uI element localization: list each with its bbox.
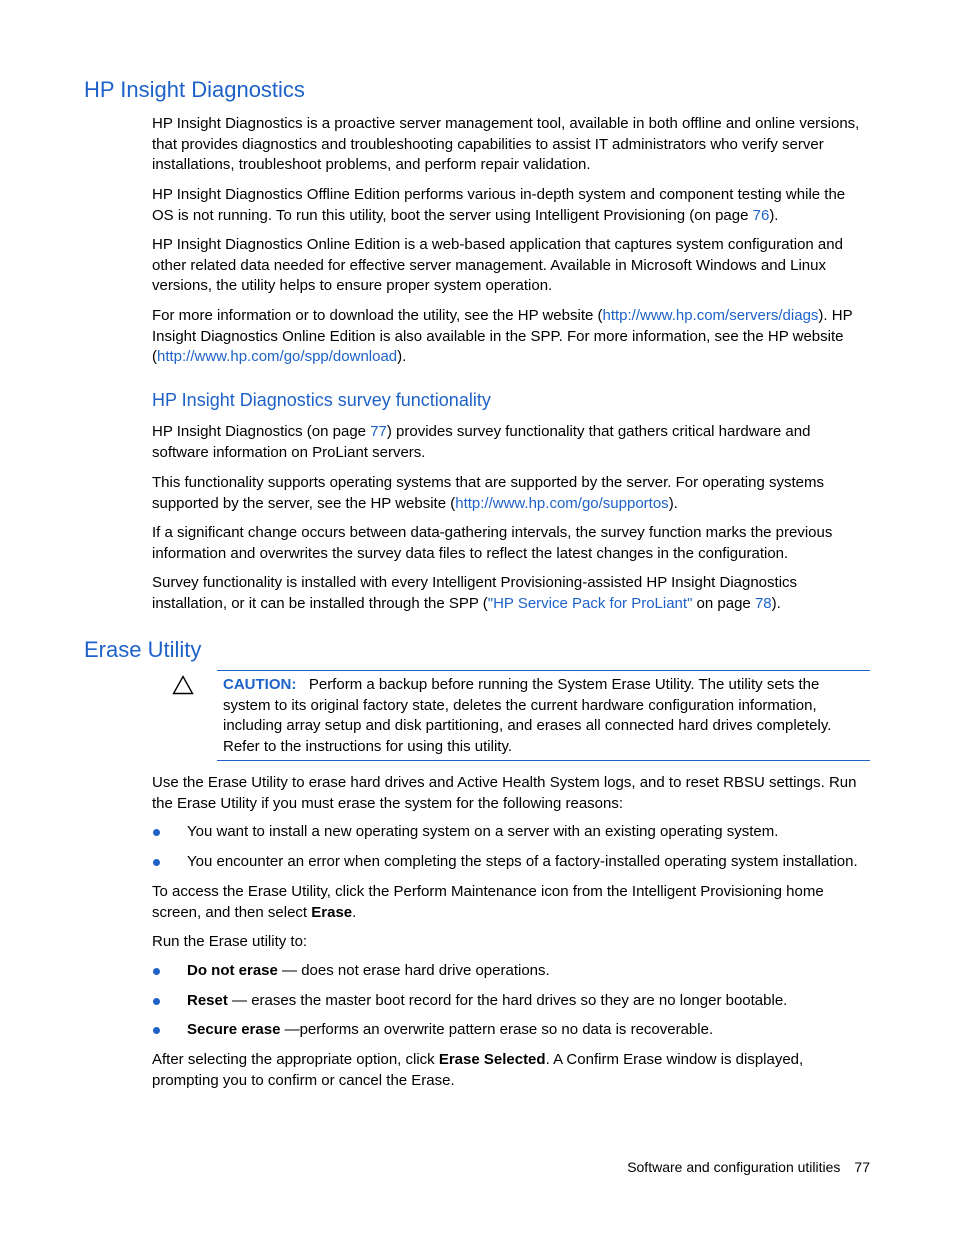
section-title-erase-utility: Erase Utility <box>84 637 202 662</box>
text: Survey functionality is installed with every Intelligent Provisioning-assisted HP Insight Diagnostics installation, or it can be installed through the SPP ( <box>152 574 798 612</box>
spp-download-url-link[interactable]: http://www.hp.com/go/spp/download <box>157 348 398 365</box>
option-name: Secure erase <box>187 1021 281 1038</box>
spp-link[interactable]: "HP Service Pack for ProLiant" <box>487 594 693 612</box>
paragraph <box>152 882 870 923</box>
paragraph <box>152 473 870 514</box>
paragraph <box>152 573 870 614</box>
option-description: —performs an overwrite pattern erase so no data is recoverable. <box>280 1021 714 1038</box>
erase-selected-label: Erase Selected <box>438 1051 546 1068</box>
list-item <box>152 1020 870 1041</box>
footer-title: Software and configuration utilities <box>627 1159 841 1175</box>
text: ). <box>771 594 781 612</box>
list-item-text: You want to install a new operating system on a server with an existing operating system. <box>187 823 779 840</box>
supportos-url-link[interactable]: http://www.hp.com/go/supportos <box>455 494 669 512</box>
section-title-insight-diagnostics: HP Insight Diagnostics <box>84 77 305 102</box>
paragraph: HP Insight Diagnostics Online Edition is a web-based application that captures system configuration and other related data needed for effective server management. Available in Microsoft Windows and Linux versions, the utility helps to ensure proper system operation. <box>152 236 843 294</box>
option-name: Reset <box>187 991 228 1009</box>
caution-text <box>223 675 868 757</box>
text: . <box>352 903 357 921</box>
caution-body: Perform a backup before running the System Erase Utility. The utility sets the system to its original factory state, deletes the current hardware configuration information, including array setup and disk partitioning, and erases all connected hard drives completely. Refer to the instructions for using this utility. <box>223 676 832 755</box>
list-item-text: You encounter an error when completing the steps of a factory-installed operating system installation. <box>187 852 858 870</box>
list-item <box>152 852 870 873</box>
text: For more information or to download the utility, see the HP website ( <box>152 307 603 324</box>
page-number: 77 <box>854 1159 870 1175</box>
option-description: — erases the master boot record for the hard drives so they are no longer bootable. <box>227 991 788 1009</box>
caution-label: CAUTION: <box>223 676 297 693</box>
bullet-icon <box>153 968 160 975</box>
paragraph: If a significant change occurs between data-gathering intervals, the survey function marks the previous information and overwrites the survey data files to reflect the latest changes in the configuration. <box>152 524 833 562</box>
bullet-icon <box>153 1027 160 1034</box>
text: ). HP Insight Diagnostics Online Edition is also available in the SPP. For more information, see the HP website ( <box>152 307 853 365</box>
list-item <box>152 822 870 843</box>
text: HP Insight Diagnostics Offline Edition performs various in-depth system and component testing while the OS is not running. To run this utility, boot the server using Intelligent Provisioning (on page <box>152 186 846 224</box>
paragraph: Run the Erase utility to: <box>152 933 308 950</box>
text: on page <box>692 594 755 612</box>
diags-url-link[interactable]: http://www.hp.com/servers/diags <box>602 307 819 324</box>
erase-options-list <box>152 961 870 1041</box>
paragraph <box>152 185 870 226</box>
page-link-78[interactable]: 78 <box>754 594 772 612</box>
text: HP Insight Diagnostics (on page <box>152 423 371 440</box>
list-item <box>152 961 870 982</box>
bullet-icon <box>153 859 160 866</box>
page-link-76[interactable]: 76 <box>752 206 770 224</box>
caution-box <box>217 670 870 761</box>
page-link-77[interactable]: 77 <box>370 423 387 440</box>
subsection-title-survey: HP Insight Diagnostics survey functionality <box>152 390 491 410</box>
paragraph: Use the Erase Utility to erase hard drives and Active Health System logs, and to reset RBSU settings. Run the Erase Utility if you must erase the system for the following reasons: <box>152 774 857 812</box>
option-name: Do not erase <box>187 962 278 979</box>
bullet-icon <box>153 998 160 1005</box>
text: This functionality supports operating systems that are supported by the server. For operating systems supported by the server, see the HP website ( <box>152 474 824 512</box>
text: ). <box>397 348 407 365</box>
paragraph: HP Insight Diagnostics is a proactive server management tool, available in both offline and online versions, that provides diagnostics and troubleshooting capabilities to assist IT administrators who verify server installations, troubleshoot problems, and perform repair validation. <box>152 115 860 173</box>
text: ). <box>769 206 779 224</box>
text: ) provides survey functionality that gathers critical hardware and software information on ProLiant servers. <box>152 423 811 461</box>
text: To access the Erase Utility, click the Perform Maintenance icon from the Intelligent Provisioning home screen, and then select <box>152 883 824 921</box>
caution-triangle-icon <box>172 675 194 695</box>
option-description: — does not erase hard drive operations. <box>277 962 550 979</box>
list-item <box>152 991 870 1012</box>
page-footer <box>627 1158 870 1176</box>
erase-option-label: Erase <box>311 903 353 921</box>
text: . A Confirm Erase window is displayed, prompting you to confirm or cancel the Erase. <box>152 1051 804 1089</box>
paragraph <box>152 306 870 368</box>
bullet-icon <box>153 829 160 836</box>
reasons-list <box>152 822 870 872</box>
paragraph <box>152 1050 870 1091</box>
text: ). <box>668 494 678 512</box>
text: After selecting the appropriate option, click <box>152 1051 439 1068</box>
paragraph <box>152 422 870 463</box>
